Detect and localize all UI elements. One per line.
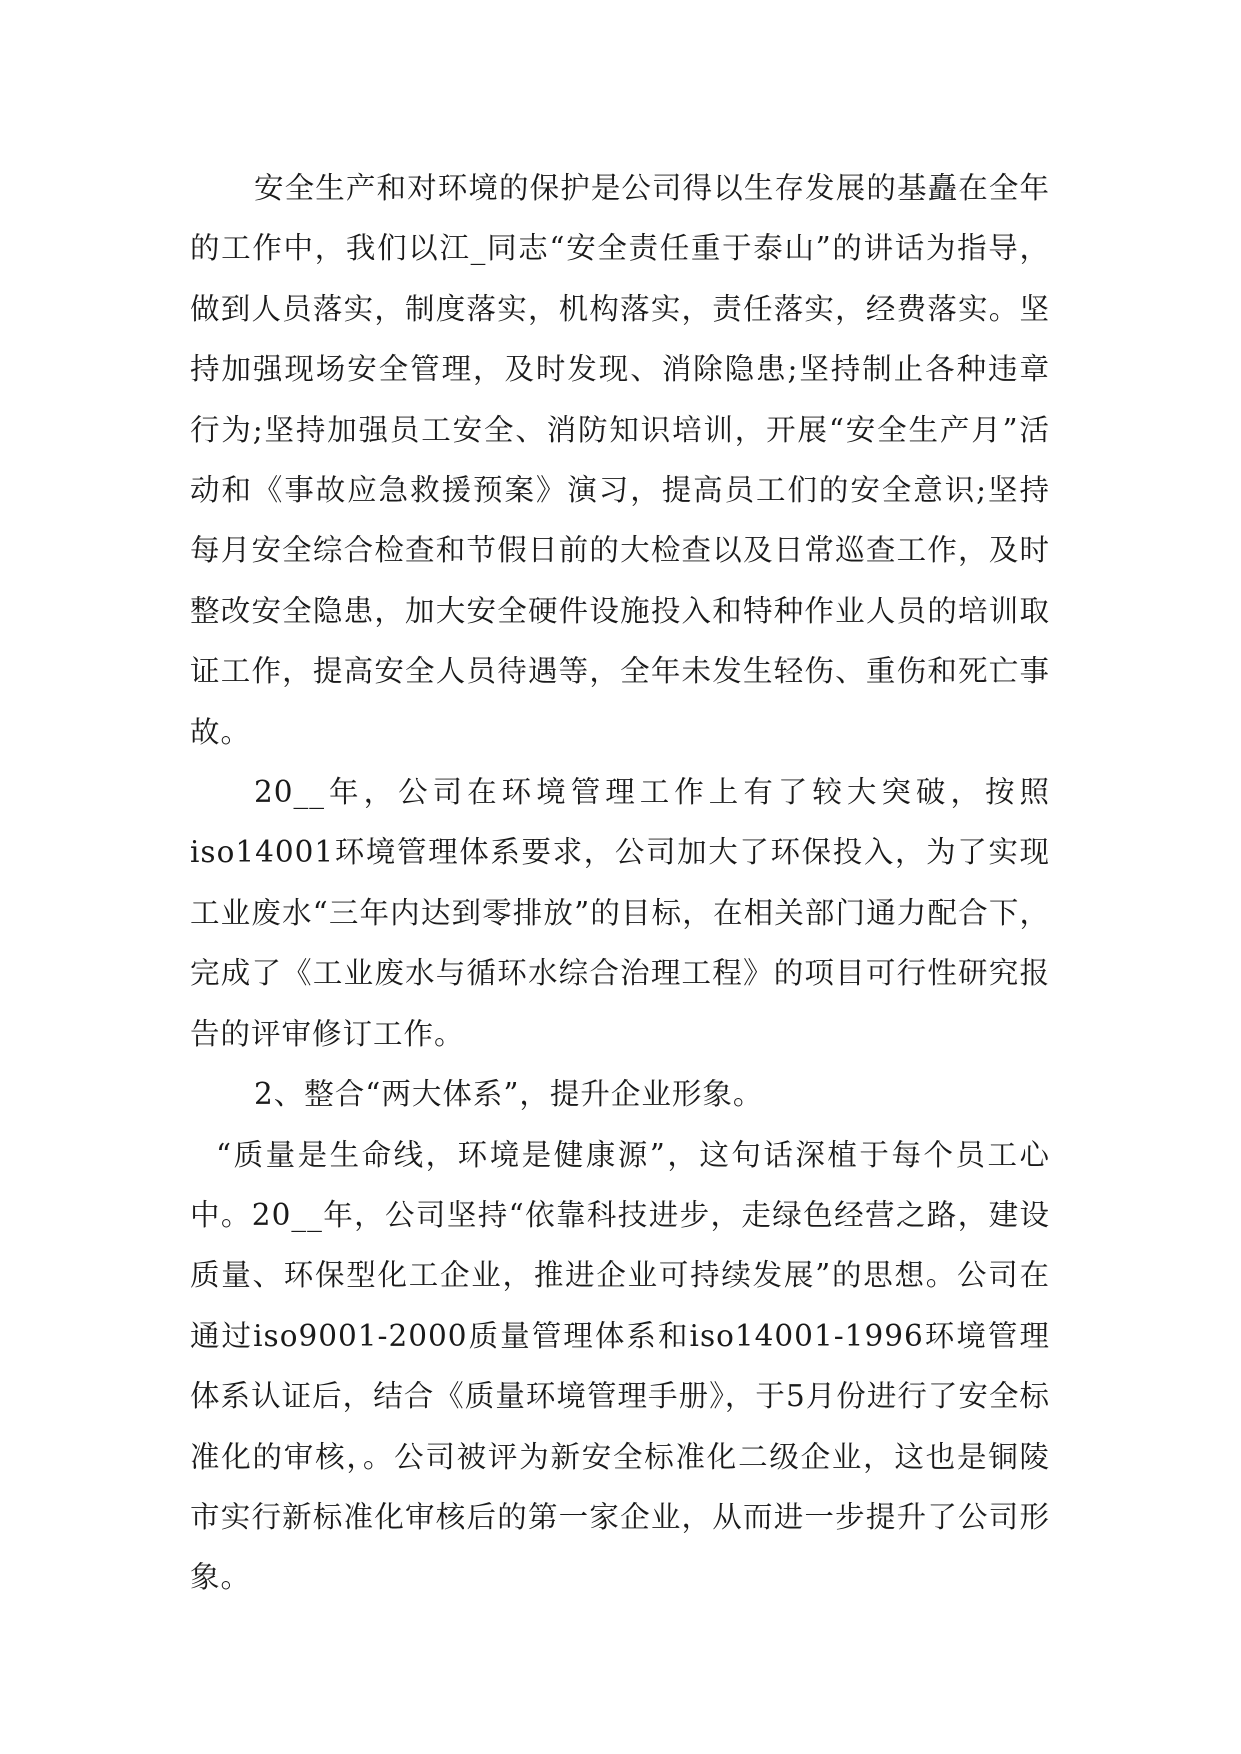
- paragraph-safety-production: 安全生产和对环境的保护是公司得以生存发展的基矗在全年的工作中，我们以江_同志“安全责任重于泰山”的讲话为指导，做到人员落实，制度落实，机构落实，责任落实，经费落实。坚持加强现场安全管理，及时发现、消除隐患;坚持制止各种违章行为;坚持加强员工安全、消防知识培训，开展“安全生产月”活动和《事故应急救援预案》演习，提高员工们的安全意识;坚持每月安全综合检查和节假日前的大检查以及日常巡查工作，及时整改安全隐患，加大安全硬件设施投入和特种作业人员的培训取证工作，提高安全人员待遇等，全年未发生轻伤、重伤和死亡事故。: [190, 171, 1050, 749]
- paragraph-environment-management: 20__年，公司在环境管理工作上有了较大突破，按照iso14001环境管理体系要求，公司加大了环保投入，为了实现工业废水“三年内达到零排放”的目标，在相关部门通力配合下，完成了《工业废水与循环水综合治理工程》的项目可行性研究报告的评审修订工作。: [190, 775, 1050, 1051]
- paragraph-quality-environment: “质量是生命线，环境是健康源”，这句话深植于每个员工心中。20__年，公司坚持“依靠科技进步，走绿色经营之路，建设质量、环保型化工企业，推进企业可持续发展”的思想。公司在通过iso9001-2000质量管理体系和iso14001-1996环境管理体系认证后，结合《质量环境管理手册》，于5月份进行了安全标准化的审核，。公司被评为新安全标准化二级企业，这也是铜陵市实行新标准化审核后的第一家企业，从而进一步提升了公司形象。: [190, 1137, 1050, 1595]
- document-body: [190, 158, 1050, 1608]
- section-heading-two-systems: 2、整合“两大体系”，提升企业形象。: [254, 1077, 764, 1112]
